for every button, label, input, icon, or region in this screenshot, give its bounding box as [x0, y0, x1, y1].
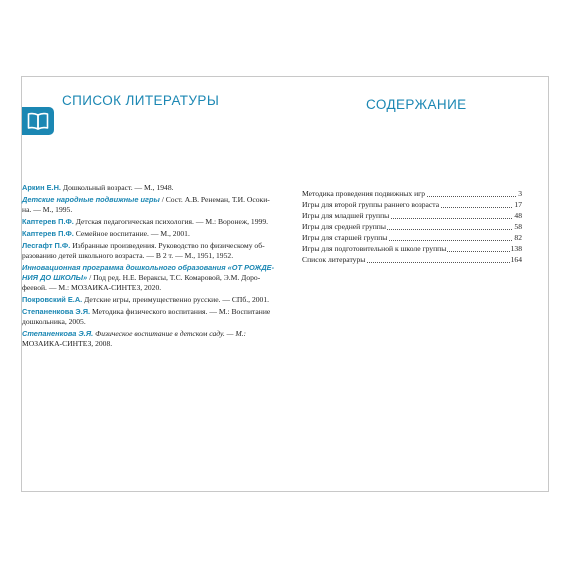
book-icon	[22, 107, 54, 135]
left-page	[22, 77, 286, 491]
reference-text: разованию детей школьного возраста. — В 2 т. — М., 1951, 1952.	[22, 251, 234, 261]
toc-entry[interactable]	[302, 244, 522, 254]
toc-entry[interactable]	[302, 211, 522, 221]
reference-text: / Под ред. Н.Е. Вераксы, Т.С. Комаровой, Э.М. Доро-	[89, 273, 261, 283]
toc-entry-title: Игры для средней группы	[302, 222, 386, 231]
reference-text: Детская педагогическая психология. — М.: Воронеж, 1999.	[75, 217, 269, 226]
contents-heading: СОДЕРЖАНИЕ	[366, 97, 467, 112]
toc-entry-page: 17	[514, 200, 522, 209]
reference-title: Инновационная программа дошкольного образования «ОТ РОЖДЕ-	[22, 263, 275, 272]
toc-entry-title: Игры для младшей группы	[302, 211, 390, 220]
right-page	[286, 77, 550, 491]
reference-text: дошкольника, 2005.	[22, 317, 86, 327]
toc-entry-title: Игры для старшей группы	[302, 233, 388, 242]
reference-text: Дошкольный возраст. — М., 1948.	[62, 183, 174, 192]
reference-text: МОЗАИКА-СИНТЕЗ, 2008.	[22, 339, 113, 349]
toc-entry[interactable]	[302, 255, 522, 265]
toc-entry-title: Список литературы	[302, 255, 366, 264]
toc-entry[interactable]	[302, 200, 522, 210]
reference-author: Степаненкова Э.Я.	[22, 307, 91, 316]
book-spread	[21, 76, 549, 492]
references-heading: СПИСОК ЛИТЕРАТУРЫ	[62, 93, 220, 108]
toc-entry-page: 3	[518, 189, 522, 198]
reference-text: Физическое воспитание в детском саду. — М.:	[95, 329, 247, 338]
toc-entry[interactable]	[302, 222, 522, 232]
reference-text: на. — М., 1995.	[22, 205, 73, 215]
reference-text: Детские игры, преимущественно русские. — СПб., 2001.	[84, 295, 270, 304]
reference-author: Аркин Е.Н.	[22, 183, 61, 192]
toc-entry-title: Методика проведения подвижных игр	[302, 189, 426, 198]
toc-entry[interactable]	[302, 233, 522, 243]
reference-text: / Сост. А.В. Ренеман, Т.И. Осоки-	[161, 195, 270, 204]
toc-entry-page: 82	[514, 233, 522, 242]
reference-author: Каптерев П.Ф.	[22, 217, 74, 226]
reference-text: Семейное воспитание. — М., 2001.	[75, 229, 190, 238]
reference-author: Лесгафт П.Ф.	[22, 241, 71, 250]
toc-entry-title: Игры для подготовительной к школе группы	[302, 244, 447, 253]
reference-author: Покровский Е.А.	[22, 295, 83, 304]
toc-entry[interactable]	[302, 189, 522, 199]
toc-entry-page: 164	[510, 255, 522, 264]
reference-author: Детские народные подвижные игры	[22, 195, 160, 204]
reference-text: Избранные произведения. Руководство по физическому об-	[72, 241, 265, 250]
reference-text: Методика физического воспитания. — М.: Воспитание	[92, 307, 271, 316]
reference-text: феевой. — М.: МОЗАИКА-СИНТЕЗ, 2020.	[22, 283, 162, 293]
toc-entry-page: 138	[510, 244, 522, 253]
toc-entry-page: 48	[514, 211, 522, 220]
reference-author: Степаненкова Э.Я.	[22, 329, 94, 338]
toc-entry-title: Игры для второй группы раннего возраста	[302, 200, 440, 209]
reference-title: НИЯ ДО ШКОЛЫ»	[22, 273, 88, 283]
reference-author: Каптерев П.Ф.	[22, 229, 74, 238]
toc-entry-page: 58	[514, 222, 522, 231]
